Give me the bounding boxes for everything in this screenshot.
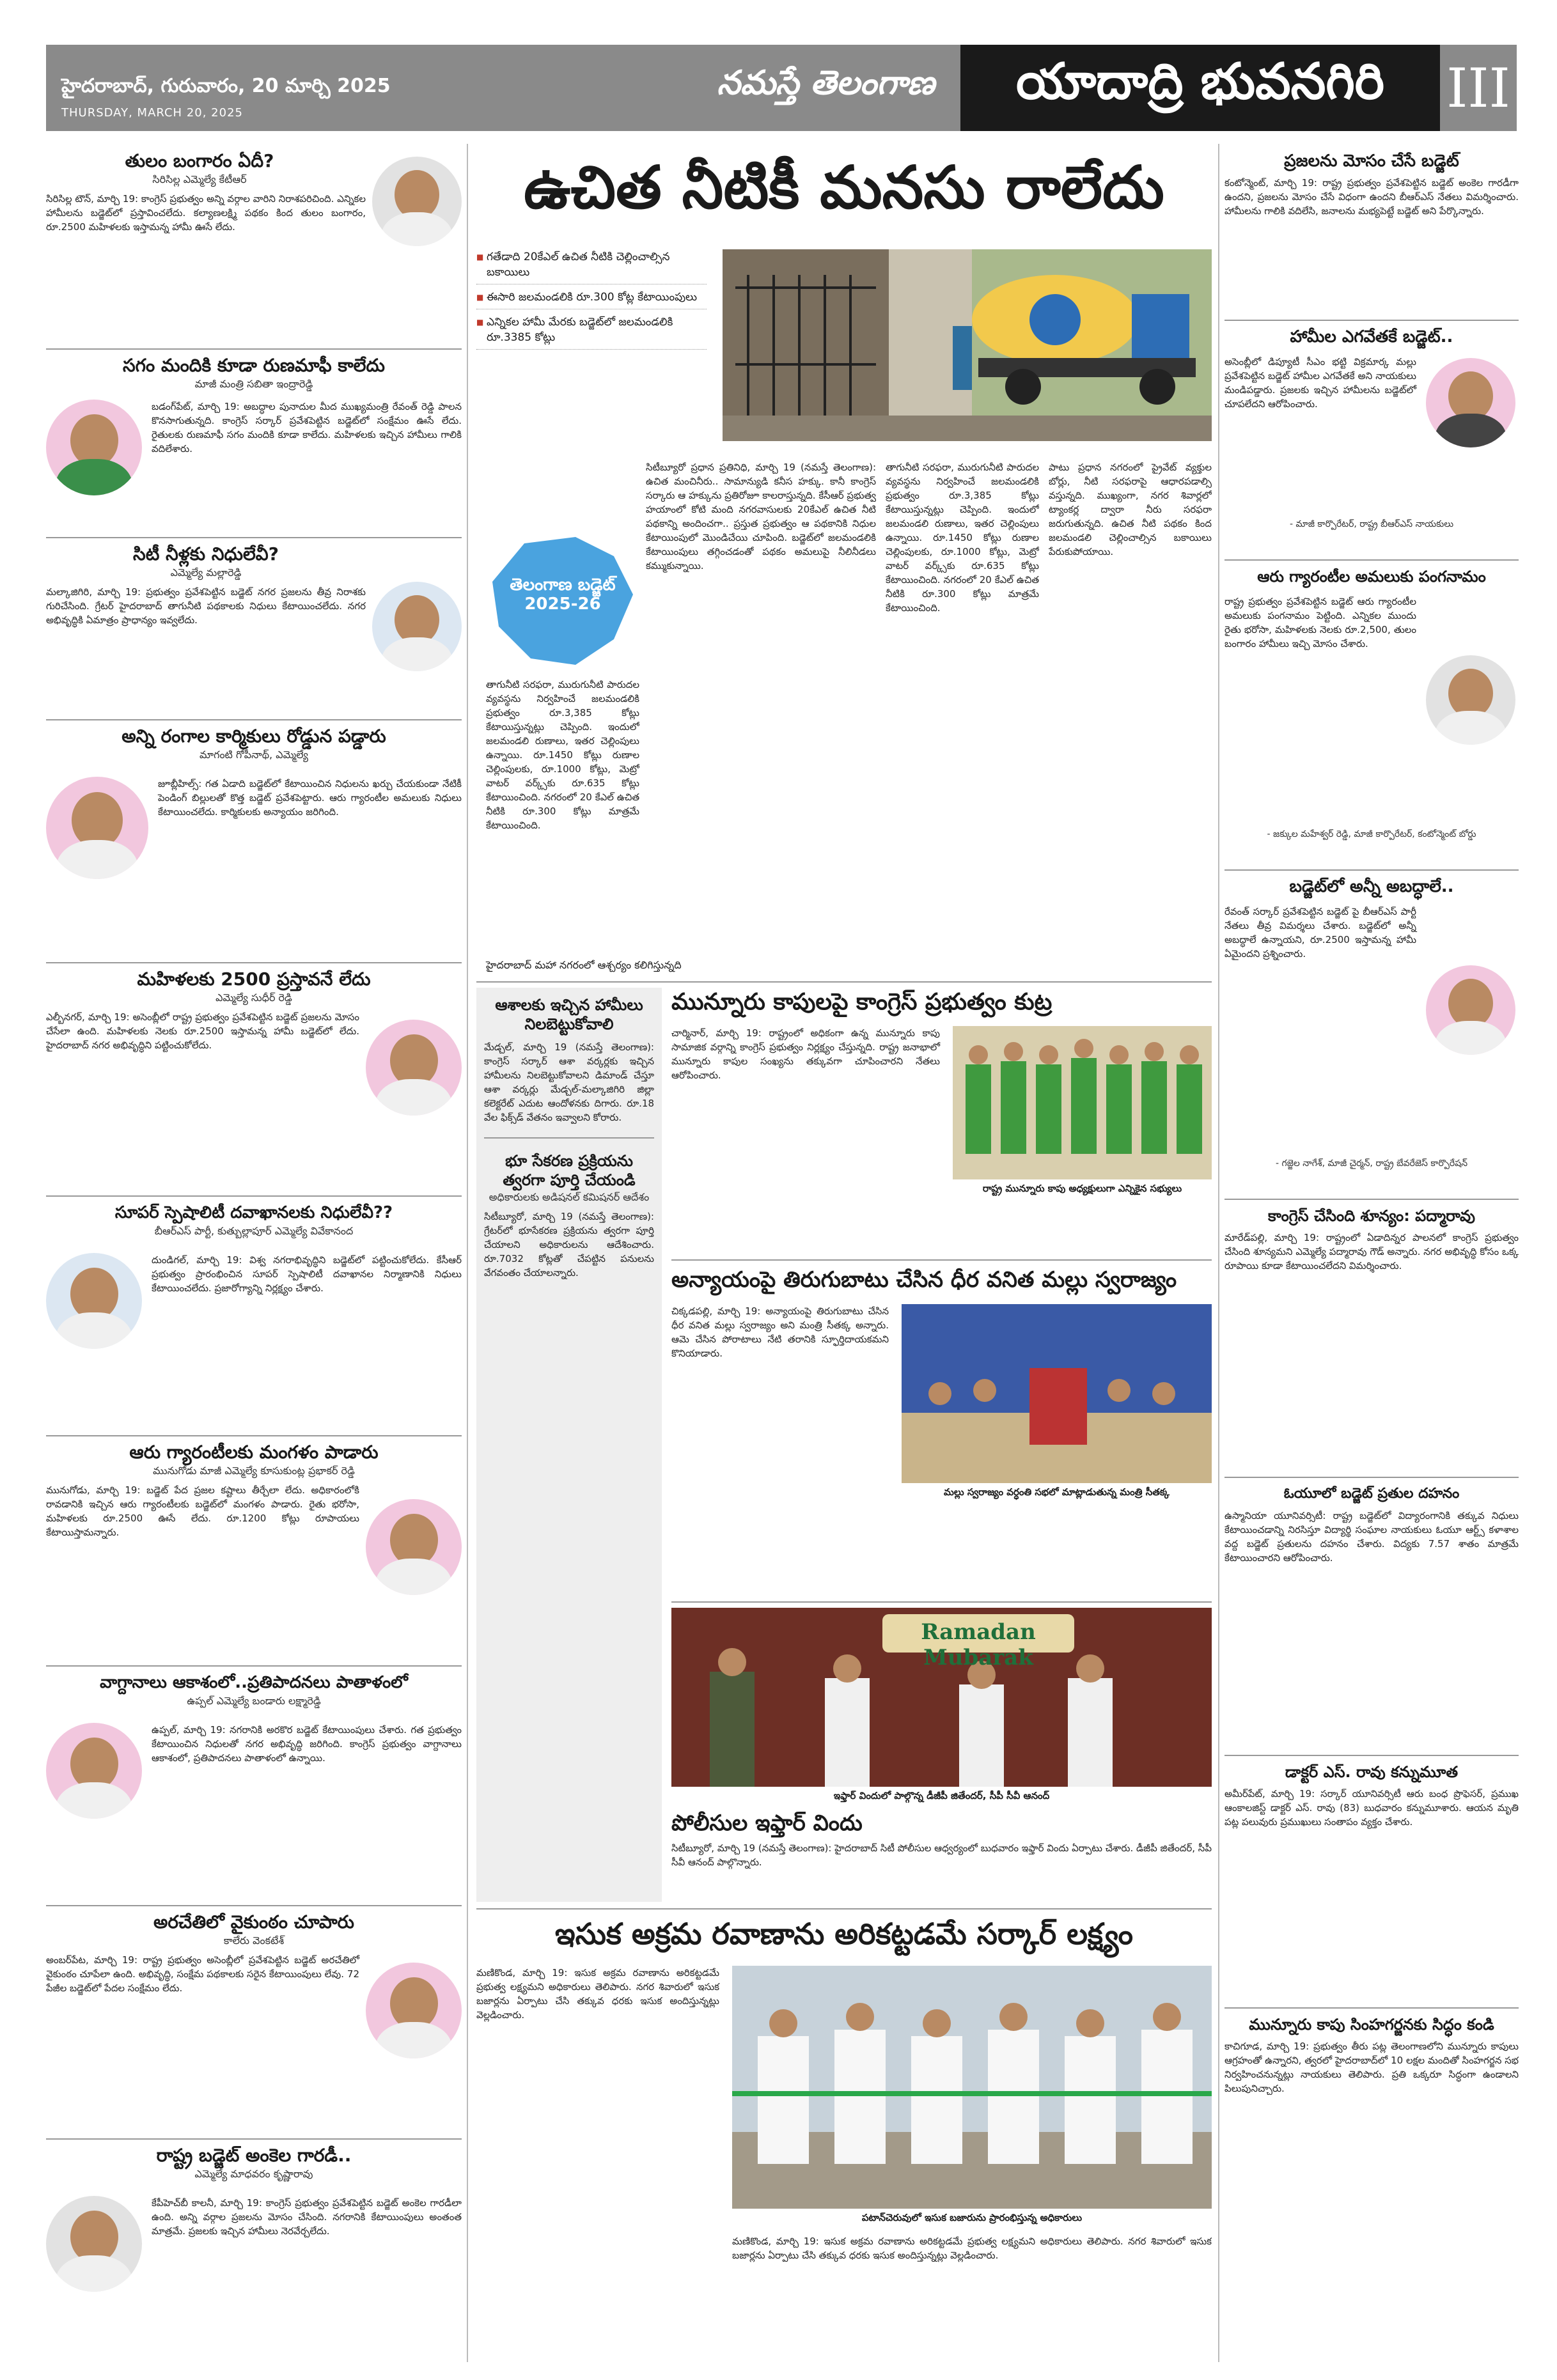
story-divider: [1224, 559, 1519, 561]
highlight-item: ■ ఈసారి జలమండలికి రూ.300 కోట్ల కేటాయింపులు: [476, 290, 707, 309]
main-story-body-1: [646, 460, 876, 953]
telangana-budget-badge: [486, 531, 639, 671]
photo-caption: మల్లు స్వరాజ్యం వర్ధంతి సభలో మాట్లాడుతున్న మంత్రి సీతక్క: [944, 1486, 1170, 1498]
story-body: మణికొండ, మార్చి 19: ఇసుక అక్రమ రవాణాను అరికట్టడమే ప్రభుత్వ లక్ష్యమని అధికారులు తెలిపారు. నగర శివారులో ఇసుక బజార్లను ఏర్పాటు చేసి తక్కువ ధరకు ఇసుక అందిస్తున్నట్లు వెల్లడించారు.: [476, 1967, 719, 2021]
story-headline: అన్యాయంపై తిరుగుబాటు చేసిన ధీర వనిత మల్లు స్వరాజ్యం: [671, 1267, 1177, 1293]
story-headline: అరచేతిలో వైకుంఠం చూపారు: [153, 1911, 354, 1933]
story-congress-zero: [1224, 1205, 1519, 1474]
story-doctor-obituary: [1224, 1761, 1519, 2004]
masthead: [46, 45, 1517, 131]
story-divider: [46, 962, 462, 963]
story-body: రాష్ట్ర ప్రభుత్వం ప్రవేశపెట్టిన బడ్జెట్ ఆరు గ్యారంటీల అమలుకు పంగనామం పెట్టింది. ఎన్నికల ముందు రైతు భరోసా, మహిళలకు నెలకు రూ.2,500, తులం బంగారం హామీలు ఇచ్చి మోసం చేశారు.: [1224, 596, 1416, 649]
story-ankela-garadi: [46, 2145, 462, 2362]
group-photo: [953, 1026, 1212, 1179]
photo-caption: ఇఫ్తార్ విందులో పాల్గొన్న డీజీపీ జితేందర్, సీపీ సీవీ ఆనంద్: [833, 1790, 1050, 1801]
story-headline: డాక్టర్ ఎస్. రావు కన్నుమూత: [1285, 1763, 1459, 1781]
story-headline: రాష్ట్ర బడ్జెట్ అంకెల గారడీ..: [156, 2145, 352, 2166]
story-body: ఎల్బీనగర్, మార్చి 19: అసెంబ్లీలో రాష్ట్ర ప్రభుత్వం ప్రవేశపెట్టిన బడ్జెట్ ప్రజలను మోసం చేసేలా ఉంది. మహిళలకు నెలకు రూ.2500 ఇస్తామన్న హామీ బడ్జెట్‌లో లేదు. హైదరాబాద్ నగర అభివృద్ధిని పట్టించుకోలేదు.: [46, 1011, 359, 1051]
portrait-photo: [372, 582, 462, 671]
story-body: అమీర్‌పేట్, మార్చి 19: సర్కార్ యూనివర్సిటీ ఆరు బంధ ప్రొఫెసర్, ప్రముఖ ఆంకాలజిస్ట్ డాక్టర్ ఎస్. రావు (83) బుధవారం కన్నుమూశారు. ఆయన మృతి పట్ల పలువురు ప్రముఖులు సంతాపం వ్యక్తం చేశారు.: [1224, 1788, 1519, 1828]
highlight-item: ■ గతేడాది 20కేఎల్ ఉచిత నీటికి చెల్లించాల్సిన బకాయిలు: [476, 249, 707, 284]
portrait-photo: [46, 1253, 142, 1349]
story-munnuru-kapu: [671, 988, 1212, 1256]
main-story-body-1b: [486, 678, 639, 953]
story-vaikuntham: [46, 1911, 462, 2142]
story-byline: ఎమ్మెల్యే మాధవరం కృష్ణారావు: [194, 2168, 313, 2180]
story-city-water: [46, 543, 462, 722]
story-headline: మున్నూరు కాపు సింహగర్జనకు సిద్ధం కండి: [1249, 2016, 1494, 2034]
story-police-iftar: [671, 1809, 1212, 1905]
story-divider: [1224, 2007, 1519, 2009]
story-body: మేడ్చల్, మార్చి 19 (నమస్తే తెలంగాణ): కాంగ్రెస్ సర్కార్ ఆశా వర్కర్లకు ఇచ్చిన హామీలను నిలబెట్టుకోవాలని డిమాండ్ చేస్తూ ఆశా వర్కర్లు మేడ్చల్-మల్కాజిగిరి జిల్లా కలెక్టరేట్ ఎదుట ఆందోళనకు దిగారు. రూ.18 వేల ఫిక్స్‌డ్ వేతనం ఇవ్వాలని కోరారు.: [484, 1041, 654, 1123]
story-headline: ఆరు గ్యారంటీలకు మంగళం పాడారు: [129, 1442, 379, 1463]
column-divider: [1218, 144, 1219, 2362]
story-body: రేవంత్ సర్కార్ ప్రవేశపెట్టిన బడ్జెట్ పై బీఆర్ఎస్ పార్టీ నేతలు తీవ్ర విమర్శలు చేశారు. బడ్జెట్‌లో అన్నీ అబద్ధాలే ఉన్నాయని, రూ.2500 ఇస్తామన్న హామీ ఏమైందని ప్రశ్నించారు.: [1224, 906, 1416, 960]
story-byline: సిరిసిల్ల ఎమ్మెల్యే కేటీఆర్: [152, 173, 247, 185]
masthead-date-telugu: హైదరాబాద్, గురువారం, 20 మార్చి 2025: [61, 74, 391, 97]
story-body: మారేడ్‌పల్లి, మార్చి 19: రాష్ట్రంలో ఏడాదిన్నర పాలనలో కాంగ్రెస్ ప్రభుత్వం చేసింది శూన్యమని ఎమ్మెల్యే పద్మారావు గౌడ్ అన్నారు. నగర అభివృద్ధి కోసం ఒక్క రూపాయి కూడా కేటాయించలేదని విమర్శించారు.: [1224, 1232, 1519, 1272]
budget-badge-label: తెలంగాణ బడ్జెట్ 2025-26: [510, 575, 616, 614]
story-six-guarantees: [46, 1442, 462, 1668]
story-byline: మాజీ మంత్రి సబితా ఇంద్రారెడ్డి: [194, 378, 313, 390]
story-byline: - మాజీ కార్పొరేటర్, రాష్ట్ర బీఆర్ఎస్ నాయకులు: [1289, 519, 1454, 529]
column-divider: [467, 144, 468, 2362]
story-headline: అన్ని రంగాల కార్మికులు రోడ్డున పడ్డారు: [121, 726, 386, 747]
story-super-speciality: [46, 1202, 462, 1438]
story-byline: కాలేరు వెంకటేశ్: [223, 1934, 285, 1947]
story-headline: భూ సేకరణ ప్రక్రియను త్వరగా పూర్తి చేయండి: [503, 1152, 636, 1189]
story-headline: తులం బంగారం ఏదీ?: [125, 150, 274, 171]
story-byline: - గజ్జెల నాగేశ్, మాజీ చైర్మన్, రాష్ట్ర బేవరేజెస్ కార్పొరేషన్: [1275, 1158, 1468, 1169]
story-divider: [46, 2138, 462, 2140]
iftar-photo: [671, 1608, 1212, 1787]
story-tulam-bangaram: [46, 150, 462, 361]
main-headline: ఉచిత నీటికీ మనసు రాలేదు: [524, 153, 1164, 222]
portrait-photo: [46, 777, 148, 879]
story-six-guarantees-right: [1224, 566, 1519, 866]
masthead-left-band: [46, 45, 960, 131]
story-body: కంటోన్మెంట్, మార్చి 19: రాష్ట్ర ప్రభుత్వం ప్రవేశపెట్టిన బడ్జెట్ అంకెల గారడీగా ఉందని, ప్రజలను మోసం చేసే విధంగా ఉందని బీఆర్ఎస్ నేతలు విమర్శించారు. హామీలను గాలికి వదిలేసి, జనాలను మభ్యపెట్టే బడ్జెట్ అని పేర్కొన్నారు.: [1224, 177, 1519, 217]
story-byline: ఉప్పల్ ఎమ్మెల్యే బండారు లక్ష్మారెడ్డి: [187, 1695, 321, 1707]
story-divider: [46, 537, 462, 538]
story-body: చార్మినార్, మార్చి 19: రాష్ట్రంలో అధికంగా ఉన్న మున్నూరు కాపు సామాజిక వర్గాన్ని కాంగ్రెస్ ప్రభుత్వం నిర్లక్ష్యం చేస్తున్నది. రాష్ట్ర జనాభాలో మున్నూరు కాపుల సంఖ్యను తక్కువగా చూపించారని నేతలు ఆరోపించారు.: [671, 1027, 940, 1081]
photo-caption: పటాన్‌చెరువులో ఇసుక బజారును ప్రారంభిస్తున్న అధికారులు: [861, 2212, 1083, 2223]
story-divider: [484, 1137, 654, 1139]
story-body-continued: మణికొండ, మార్చి 19: ఇసుక అక్రమ రవాణాను అరికట్టడమే ప్రభుత్వ లక్ష్యమని అధికారులు తెలిపారు. నగర శివారులో ఇసుక బజార్లను ఏర్పాటు చేసి తక్కువ ధరకు ఇసుక అందిస్తున్నట్లు వెల్లడించారు.: [732, 2236, 1212, 2261]
story-workers: [46, 726, 462, 968]
story-body: సిటీబ్యూరో ప్రధాన ప్రతినిధి, మార్చి 19 (నమస్తే తెలంగాణ): ఉచిత మంచినీరు.. సామాన్యుడి కనీస హక్కు. కానీ కాంగ్రెస్ సర్కారు ఆ హక్కును ప్రతిరోజూ కాలరాస్తున్నది. కేసీఆర్ ప్రభుత్వ హయాంలో కోటి మంది నగరవాసులకు 20కేఎల్ ఉచిత నీటి పథకాన్ని అందించగా.. ప్రస్తుత ప్రభుత్వం ఆ పథకానికి నిధుల కేటాయింపులో మొండిచేయి చూపింది. బడ్జెట్‌లో జలమండలికి కేటాయింపులు తగ్గించడంతో పథకం అమలుపై నీలినీడలు కమ్ముకున్నాయి.: [646, 462, 876, 572]
story-body: జూబ్లీహిల్స్: గత ఏడాది బడ్జెట్‌లో కేటాయించిన నిధులను ఖర్చు చేయకుండా నేటికీ పెండింగ్ బిల్లులతో కొత్త బడ్జెట్ ప్రవేశపెట్టారు. ఆరు గ్యారంటీల అమలుకు నిధులు కేటాయించలేదు. కార్మికులకు అన్యాయం జరిగింది.: [158, 778, 462, 818]
story-body: సిటీబ్యూరో, మార్చి 19 (నమస్తే తెలంగాణ): హైదరాబాద్ సిటీ పోలీసుల ఆధ్వర్యంలో బుధవారం ఇఫ్తార్ విందు ఏర్పాటు చేశారు. డీజీపీ జితేందర్, సీపీ సీవీ ఆనంద్ పాల్గొన్నారు.: [671, 1842, 1212, 1868]
right-column: [1224, 144, 1519, 2362]
story-headline: ఆశాలకు ఇచ్చిన హామీలు నిలబెట్టుకోవాలి: [495, 996, 643, 1033]
portrait-photo: [366, 1963, 462, 2058]
story-body: దుండిగల్, మార్చి 19: విశ్వ నగరాభివృద్ధిని బడ్జెట్‌లో పట్టించుకోలేదు. కేసీఆర్ ప్రభుత్వం ప్రారంభించిన సూపర్ స్పెషాలిటీ దవాఖానల నిర్మాణానికి నిధులు కేటాయించలేదు. ప్రజారోగ్యాన్ని నిర్లక్ష్యం చేశారు.: [152, 1254, 462, 1294]
story-headline: హామీల ఎగవేతకే బడ్జెట్..: [1290, 327, 1453, 346]
story-byline: బీఆర్ఎస్ పార్టీ, కుత్బుల్లాపూర్ ఎమ్మెల్యే వివేకానంద: [154, 1225, 354, 1237]
story-cheating-budget: [1224, 150, 1519, 323]
story-byline: మునుగోడు మాజీ ఎమ్మెల్యే కూసుకుంట్ల ప్రభాకర్ రెడ్డి: [153, 1465, 355, 1477]
main-story-body-3: [1049, 460, 1212, 953]
ramadan-banner: Ramadan Mubarak: [921, 1619, 1036, 1670]
story-body: అసెంబ్లీలో డిప్యూటీ సీఎం భట్టి విక్రమార్క మల్లు ప్రవేశపెట్టిన బడ్జెట్ హామీల ఎగవేతకే అని నాయకులు మండిపడ్డారు. ప్రజలకు ఇచ్చిన హామీలను బడ్జెట్‌లో చూపలేదని ఆరోపించారు.: [1224, 356, 1416, 410]
story-headline: సూపర్ స్పెషాలిటీ దవాఖానలకు నిధులేవీ??: [114, 1203, 393, 1222]
story-promises-sky: [46, 1672, 462, 1908]
story-women-2500: [46, 968, 462, 1205]
story-body: అంబర్‌పేట, మార్చి 19: రాష్ట్ర ప్రభుత్వం అసెంబ్లీలో ప్రవేశపెట్టిన బడ్జెట్ అరచేతిలో వైకుంఠం చూపేలా ఉంది. అభివృద్ధి, సంక్షేమ పథకాలకు సరైన కేటాయింపులు లేవు. 72 పేజీల బడ్జెట్‌లో పేదల సంక్షేమం లేదు.: [46, 1954, 359, 1994]
portrait-photo: [366, 1499, 462, 1595]
story-byline: మాగంటి గోపీనాథ్, ఎమ్మెల్యే: [200, 749, 308, 761]
story-headline: బడ్జెట్‌లో అన్నీ అబద్ధాలే..: [1289, 877, 1454, 896]
story-headline: ప్రజలను మోసం చేసే బడ్జెట్: [1284, 152, 1459, 171]
story-divider: [46, 348, 462, 350]
story-divider: [671, 1259, 1212, 1261]
inauguration-photo: [732, 1966, 1212, 2209]
story-headline: మున్నూరు కాపులపై కాంగ్రెస్ ప్రభుత్వం కుట్ర: [671, 989, 1052, 1015]
story-headline: మహిళలకు 2500 ప్రస్తావనే లేదు: [137, 968, 371, 990]
story-byline: ఎమ్మెల్యే మల్లారెడ్డి: [170, 566, 242, 579]
story-divider: [46, 1195, 462, 1197]
story-body: కేపీహెచ్‌బీ కాలనీ, మార్చి 19: కాంగ్రెస్ ప్రభుత్వం ప్రవేశపెట్టిన బడ్జెట్ అంకెల గారడీలా ఉంది. అన్ని వర్గాల ప్రజలను మోసం చేసింది. నగరానికి కేటాయింపులు అంతంత మాత్రమే. ప్రజలకు ఇచ్చిన హామీలు నెరవేర్చలేదు.: [152, 2197, 462, 2237]
story-sand-transport: [476, 1915, 1212, 2362]
story-headline: ఆరు గ్యారంటీల అమలుకు పంగనామం: [1257, 568, 1486, 586]
story-divider: [46, 719, 462, 720]
story-body: ఉప్పల్, మార్చి 19: నగరానికి అరకొర బడ్జెట్ కేటాయింపులు చేశారు. గత ప్రభుత్వం కేటాయించిన నిధులతో నగర అభివృద్ధి జరిగింది. కాంగ్రెస్ ప్రభుత్వం వాగ్దానాలు ఆకాశంలో, ప్రతిపాదనలు పాతాళంలో ఉన్నాయి.: [152, 1724, 462, 1764]
story-byline: అధికారులకు అడిషనల్ కమిషనర్ ఆదేశం: [489, 1191, 650, 1203]
left-column: [46, 144, 462, 2362]
story-headline: కాంగ్రెస్ చేసింది శూన్యం: పద్మారావు: [1268, 1207, 1475, 1225]
story-byline: ఎమ్మెల్యే సుధీర్ రెడ్డి: [215, 992, 292, 1004]
story-divider: [476, 981, 1212, 983]
story-divider: [46, 1435, 462, 1436]
story-ou-burning: [1224, 1483, 1519, 1752]
highlight-item: ■ ఎన్నికల హామీ మేరకు బడ్జెట్‌లో జలమండలికి రూ.3385 కోట్లు: [476, 315, 707, 350]
story-headline: పోలీసుల ఇఫ్తార్ విందు: [671, 1810, 863, 1836]
portrait-photo: [46, 400, 142, 495]
main-story-footer-line: హైదరాబాద్ మహా నగరంలో ఆశ్చర్యం కలిగిస్తున్నది: [486, 959, 682, 971]
story-runamafi: [46, 355, 462, 547]
edition-title: యాదాద్రి భువనగిరి: [960, 45, 1440, 131]
story-divider: [46, 1905, 462, 1906]
story-body: చిక్కడపల్లి, మార్చి 19: అన్యాయంపై తిరుగుబాటు చేసిన ధీర వనిత మల్లు స్వరాజ్యం అని మంత్రి సీతక్క అన్నారు. ఆమె చేసిన పోరాటాలు నేటి తరానికి స్ఫూర్తిదాయకమని కొనియాడారు.: [671, 1305, 889, 1359]
story-divider: [1224, 869, 1519, 871]
story-body: సిటీబ్యూరో, మార్చి 19 (నమస్తే తెలంగాణ): గ్రేటర్‌లో భూసేకరణ ప్రక్రియను త్వరగా పూర్తి చేయాలని అధికారులను ఆదేశించారు. రూ.7032 కోట్లతో చేపట్టిన పనులను వేగవంతం చేయాలన్నారు.: [484, 1211, 654, 1279]
main-story-body-2: [886, 460, 1039, 953]
story-divider: [671, 1601, 1212, 1603]
story-headline: వాగ్దానాలు ఆకాశంలో..ప్రతిపాదనలు పాతాళంలో: [100, 1673, 408, 1692]
sidebar-grey-stories: [476, 988, 662, 1902]
story-divider: [1224, 1755, 1519, 1756]
story-body: కాచిగూడ, మార్చి 19: ప్రభుత్వం తీరు పట్ల తెలంగాణలోని మున్నూరు కాపులు ఆగ్రహంతో ఉన్నారని, త్వరలో హైదరాబాద్‌లో 10 లక్షల మందితో సింహగర్జన సభ నిర్వహించనున్నట్లు నాయకులు తెలిపారు. ప్రతి ఒక్కరూ సిద్ధంగా ఉండాలని పిలుపునిచ్చారు.: [1224, 2041, 1519, 2094]
story-body: మల్కాజిగిరి, మార్చి 19: ప్రభుత్వం ప్రవేశపెట్టిన బడ్జెట్ నగర ప్రజలను తీవ్ర నిరాశకు గురిచేసింది. గ్రేటర్ హైదరాబాద్ తాగునీటి పథకాలకు నిధులు కేటాయించలేదు. నగర అభివృద్ధికి ఏమాత్రం ప్రాధాన్యం ఇవ్వలేదు.: [46, 586, 366, 626]
story-divider: [1224, 1477, 1519, 1478]
story-body: తాగునీటి సరఫరా, మురుగునీటి పారుదల వ్యవస్థను నిర్వహించే జలమండలికి ప్రభుత్వం రూ.3,385 కోట్లు కేటాయిస్తున్నట్లు చెప్పింది. ఇందులో జలమండలి రుణాలు, ఇతర చెల్లింపులు ఉన్నాయి. రూ.1450 కోట్లు రుణాల చెల్లింపులకు, రూ.1000 కోట్లు, మెట్రో వాటర్ వర్క్స్‌కు రూ.635 కోట్లు కేటాయించింది. నగరంలో 20 కేఎల్ ఉచిత నీటికి రూ.300 కోట్లు మాత్రమే కేటాయించింది.: [486, 679, 639, 831]
story-divider: [476, 1908, 1212, 1909]
story-byline: - జక్కుల మహేశ్వర్ రెడ్డి, మాజీ కార్పొరేటర్, కంటోన్మెంట్ బోర్డు: [1267, 829, 1476, 839]
story-headline: ఇసుక అక్రమ రవాణాను అరికట్టడమే సర్కార్ లక్ష్యం: [555, 1917, 1133, 1951]
story-munnuru-simhagarjana: [1224, 2014, 1519, 2359]
story-divider: [1224, 1199, 1519, 1200]
story-evasion-budget: [1224, 326, 1519, 556]
story-body: బడంగ్‌పేట్, మార్చి 19: అబద్ధాల పునాదుల మీద ముఖ్యమంత్రి రేవంత్ రెడ్డి పాలన కొనసాగుతున్నది. కాంగ్రెస్ సర్కార్ ప్రవేశపెట్టిన బడ్జెట్‌లో సంక్షేమం ఊసే లేదు. రైతులకు రుణమాఫీ సగం మందికి కూడా కాలేదు. మహిళలకు ఇచ్చిన హామీలు గాలికి వదిలేశారు.: [152, 401, 462, 455]
story-headline: ఓయూలో బడ్జెట్ ప్రతుల దహనం: [1283, 1486, 1460, 1502]
water-tanker-photo: [723, 249, 1212, 441]
story-mallu-swarajyam: [671, 1266, 1212, 1598]
story-body: ఉస్మానియా యూనివర్సిటీ: రాష్ట్ర బడ్జెట్‌లో విద్యారంగానికి తక్కువ నిధులు కేటాయించడాన్ని నిరసిస్తూ విద్యార్థి సంఘాల నాయకులు ఓయూ ఆర్ట్స్ కళాశాల వద్ద బడ్జెట్ ప్రతులను దహనం చేశారు. విద్యకు 7.57 శాతం మాత్రమే కేటాయించారని ఆరోపించారు.: [1224, 1510, 1519, 1564]
story-body: మునుగోడు, మార్చి 19: బడ్జెట్ పేద ప్రజల కష్టాలు తీర్చేలా లేదు. అధికారంలోకి రావడానికి ఇచ్చిన ఆరు గ్యారంటీలకు బడ్జెట్‌లో మంగళం పాడారు. రైతు భరోసా, మహిళలకు రూ.2500 ఊసే లేదు. రూ.1200 కోట్లు రూపాయలు కేటాయిస్తామన్నారు.: [46, 1484, 359, 1538]
story-body: తాగునీటి సరఫరా, మురుగునీటి పారుదల వ్యవస్థను నిర్వహించే జలమండలికి ప్రభుత్వం రూ.3,385 కోట్లు కేటాయిస్తున్నట్లు చెప్పింది. ఇందులో జలమండలి రుణాలు, ఇతర చెల్లింపులు ఉన్నాయి. రూ.1450 కోట్లు రుణాల చెల్లింపులకు, రూ.1000 కోట్లు, మెట్రో వాటర్ వర్క్స్‌కు రూ.635 కోట్లు కేటాయించింది. నగరంలో 20 కేఎల్ ఉచిత నీటికి రూ.300 కోట్లు మాత్రమే కేటాయించింది.: [886, 462, 1039, 614]
story-headline: సగం మందికి కూడా రుణమాఫీ కాలేదు: [123, 355, 385, 376]
page-number: III: [1440, 45, 1517, 131]
story-all-lies: [1224, 876, 1519, 1195]
portrait-photo: [46, 2196, 142, 2292]
portrait-photo: [372, 157, 462, 246]
main-story-highlights: [476, 249, 707, 355]
story-divider: [46, 1665, 462, 1667]
portrait-photo: [1426, 358, 1515, 447]
masthead-date-english: THURSDAY, MARCH 20, 2025: [61, 106, 243, 120]
photo-caption: రాష్ట్ర మున్నూరు కాపు అధ్యక్షులుగా ఎన్నికైన సభ్యులు: [982, 1183, 1182, 1194]
story-divider: [1224, 320, 1519, 321]
portrait-photo: [1426, 655, 1515, 745]
portrait-photo: [46, 1723, 142, 1819]
portrait-photo: [366, 1020, 462, 1116]
story-headline: సిటీ నీళ్లకు నిధులేవీ?: [133, 543, 279, 564]
story-body: పాటు ప్రధాన నగరంలో ప్రైవేట్ వ్యక్తుల బోర్లు, నీటి సరఫరాపై ఆధారపడాల్సి వస్తున్నది. ముఖ్యంగా, నగర శివార్లలో ట్యాంకర్ల ద్వారా నీరు సరఫరా జరుగుతున్నది. ఉచిత నీటి పథకం కింద జలమండలి చెల్లించాల్సిన బకాయిలు పేరుకుపోయాయి.: [1049, 462, 1212, 557]
event-photo: [902, 1304, 1212, 1483]
newspaper-name: నమస్తే తెలంగాణ: [717, 64, 935, 102]
portrait-photo: [1426, 965, 1515, 1055]
story-body: సిరిసిల్ల టౌన్, మార్చి 19: కాంగ్రెస్ ప్రభుత్వం అన్ని వర్గాల వారిని నిరాశపరిచింది. ఎన్నికల హామీలను బడ్జెట్‌లో ప్రస్తావించలేదు. కల్యాణలక్ష్మి పథకం కింద తులం బంగారం, రూ.2500 మహిళలకు ఇస్తామన్న హామీ ఊసే లేదు.: [46, 193, 366, 233]
